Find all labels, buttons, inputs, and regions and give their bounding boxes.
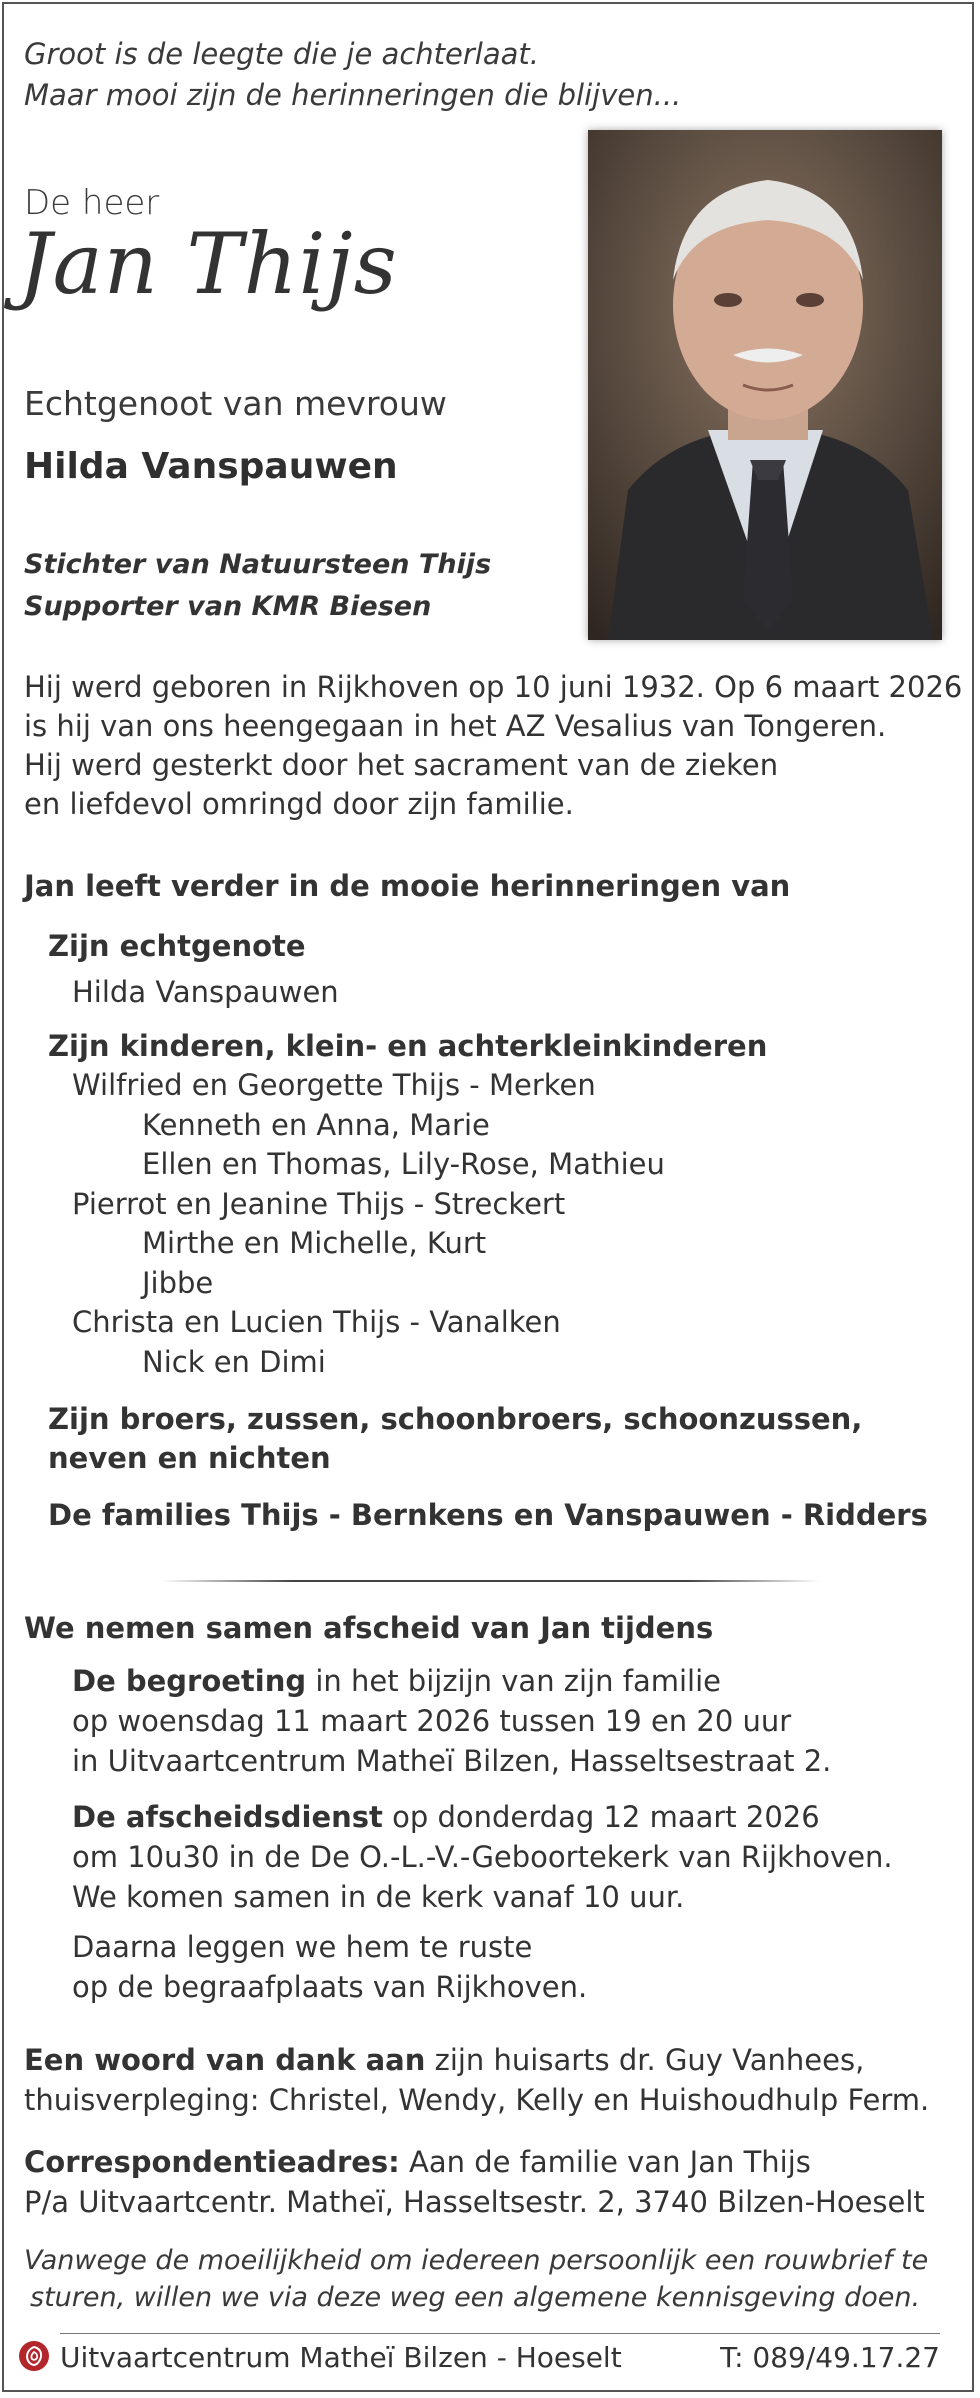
- service-line-3: We komen samen in de kerk vanaf 10 uur.: [72, 1880, 685, 1914]
- spouse-entry: Hilda Vanspauwen: [72, 975, 339, 1009]
- role-founder: Stichter van Natuursteen Thijs: [24, 549, 492, 580]
- child-2: Pierrot en Jeanine Thijs - Streckert: [72, 1187, 566, 1221]
- footer-rule: [60, 2333, 940, 2334]
- service-text: op donderdag 12 maart 2026: [382, 1800, 820, 1834]
- bio-line-4: en liefdevol omringd door zijn familie.: [24, 787, 574, 821]
- spouse-name: Hilda Vanspauwen: [24, 446, 398, 487]
- bio-line-3: Hij werd gesterkt door het sacrament van de zieken: [24, 748, 779, 782]
- service-line-2: om 10u30 in de De O.-L.-V.-Geboortekerk van Rijkhoven.: [72, 1840, 893, 1874]
- honorific: De heer: [24, 183, 160, 223]
- footer-phone: T: 089/49.17.27: [720, 2341, 940, 2374]
- children-heading: Zijn kinderen, klein- en achterkleinkinderen: [48, 1029, 768, 1063]
- thanks-text: zijn huisarts dr. Guy Vanhees,: [425, 2043, 865, 2077]
- greeting-text: in het bijzijn van zijn familie: [306, 1664, 721, 1698]
- correspondence-line-2: P/a Uitvaartcentr. Matheï, Hasseltsestr. 2, 3740 Bilzen-Hoeselt: [24, 2185, 925, 2219]
- thanks-line-2: thuisverpleging: Christel, Wendy, Kelly en Huishoudhulp Ferm.: [24, 2083, 930, 2117]
- spouse-heading: Zijn echtgenote: [48, 929, 306, 963]
- quote-line-2: Maar mooi zijn de herinneringen die blijven...: [24, 78, 682, 112]
- rose-icon: [18, 2340, 50, 2372]
- bio-line-1: Hij werd geboren in Rijkhoven op 10 juni 1932. Op 6 maart 2026: [24, 670, 963, 704]
- portrait-illustration: [588, 130, 942, 640]
- role-supporter: Supporter van KMR Biesen: [24, 591, 432, 622]
- child-1-grandchildren-2: Ellen en Thomas, Lily-Rose, Mathieu: [142, 1147, 665, 1181]
- section-divider: [160, 1580, 820, 1582]
- greeting-line-3: in Uitvaartcentrum Matheï Bilzen, Hasseltsestraat 2.: [72, 1744, 832, 1778]
- child-1: Wilfried en Georgette Thijs - Merken: [72, 1068, 596, 1102]
- service-line-1: [72, 1800, 820, 1834]
- child-2-grandchildren-1: Mirthe en Michelle, Kurt: [142, 1226, 487, 1260]
- correspondence-text: Aan de familie van Jan Thijs: [399, 2145, 811, 2179]
- portrait-photo: [588, 130, 942, 640]
- families-line: De families Thijs - Bernkens en Vanspauwen - Ridders: [48, 1498, 928, 1532]
- child-2-grandchildren-2: Jibbe: [142, 1266, 214, 1300]
- greeting-label: De begroeting: [72, 1664, 307, 1698]
- child-3-grandchildren-1: Nick en Dimi: [142, 1345, 326, 1379]
- burial-line-1: Daarna leggen we hem te ruste: [72, 1930, 533, 1964]
- spouse-label: Echtgenoot van mevrouw: [24, 384, 447, 423]
- notice-line-1: Vanwege de moeilijkheid om iedereen persoonlijk een rouwbrief te: [24, 2245, 929, 2276]
- correspondence-label: Correspondentieadres:: [24, 2145, 400, 2179]
- thanks-line-1: [24, 2041, 864, 2080]
- greeting-line-2: op woensdag 11 maart 2026 tussen 19 en 20 uur: [72, 1704, 792, 1738]
- deceased-name: Jan Thijs: [18, 215, 398, 313]
- siblings-line-2: neven en nichten: [48, 1441, 331, 1475]
- farewell-heading: We nemen samen afscheid van Jan tijdens: [24, 1611, 714, 1645]
- footer-company: Uitvaartcentrum Matheï Bilzen - Hoeselt: [60, 2341, 622, 2374]
- service-label: De afscheidsdienst: [72, 1800, 383, 1834]
- notice-line-2: sturen, willen we via deze weg een algemene kennisgeving doen.: [30, 2282, 921, 2313]
- correspondence-line-1: [24, 2143, 811, 2182]
- bio-line-2: is hij van ons heengegaan in het AZ Vesalius van Tongeren.: [24, 709, 887, 743]
- quote-line-1: Groot is de leegte die je achterlaat.: [24, 37, 539, 71]
- child-3: Christa en Lucien Thijs - Vanalken: [72, 1305, 561, 1339]
- burial-line-2: op de begraafplaats van Rijkhoven.: [72, 1970, 588, 2004]
- child-1-grandchildren-1: Kenneth en Anna, Marie: [142, 1108, 490, 1142]
- thanks-label: Een woord van dank aan: [24, 2043, 426, 2077]
- greeting-line-1: [72, 1664, 721, 1698]
- family-heading: Jan leeft verder in de mooie herinneringen van: [24, 869, 791, 903]
- siblings-line-1: Zijn broers, zussen, schoonbroers, schoonzussen,: [48, 1402, 863, 1436]
